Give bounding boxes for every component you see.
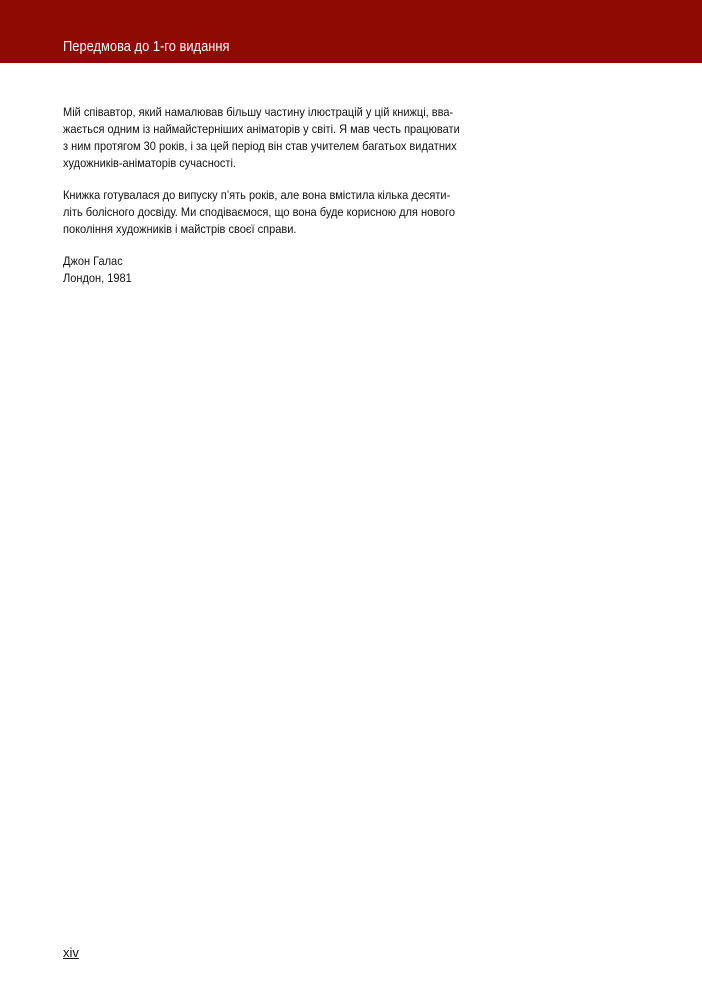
paragraph-1 bbox=[63, 104, 523, 172]
signature-name: Джон Галас bbox=[63, 254, 123, 268]
paragraph-line: покоління художників і майстрів своєї справи. bbox=[63, 222, 297, 236]
paragraph-line: Мій співавтор, який намалював більшу частину ілюстрацій у цій книжці, вва- bbox=[63, 105, 454, 119]
page-title: Передмова до 1-го видання bbox=[63, 38, 230, 55]
document-body bbox=[63, 104, 523, 287]
signature-place-date: Лондон, 1981 bbox=[63, 271, 132, 285]
header-band bbox=[0, 0, 702, 63]
signature-block bbox=[63, 253, 523, 287]
paragraph-2 bbox=[63, 187, 523, 238]
paragraph-line: художників-аніматорів сучасності. bbox=[63, 156, 237, 170]
page-number: xiv bbox=[63, 945, 79, 960]
paragraph-line: з ним протягом 30 років, і за цей період він став учителем багатьох видатних bbox=[63, 139, 457, 153]
paragraph-line: Книжка готувалася до випуску п’ять років, але вона вмістила кілька десяти- bbox=[63, 188, 451, 202]
paragraph-line: жається одним із наймайстерніших аніматорів у світі. Я мав честь працювати bbox=[63, 122, 460, 136]
paragraph-line: літь болісного досвіду. Ми сподіваємося, що вона буде корисною для нового bbox=[63, 205, 455, 219]
